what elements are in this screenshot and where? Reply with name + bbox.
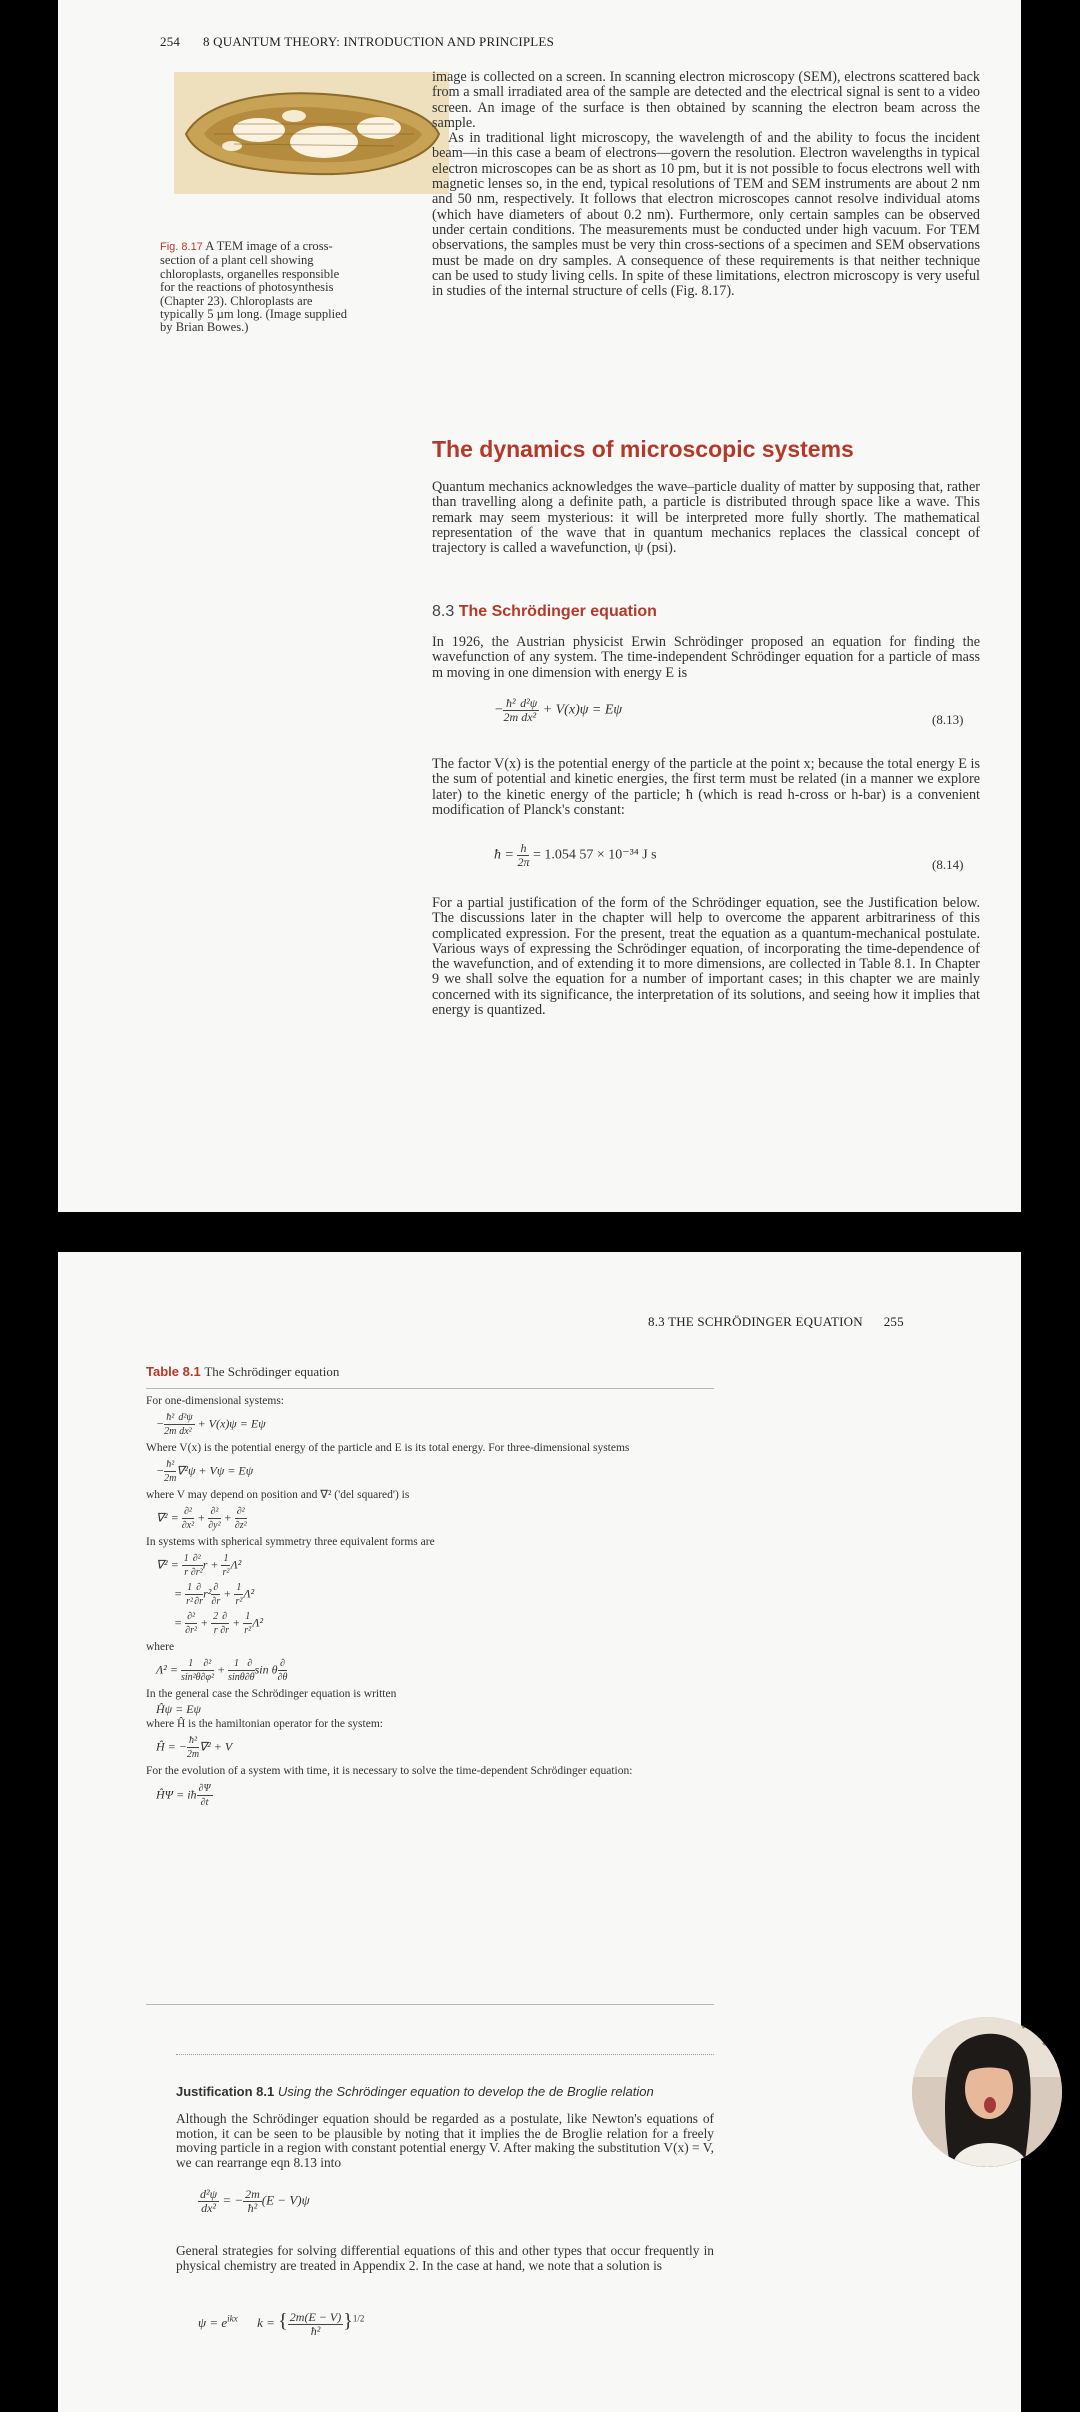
- table-eq-time: ĤΨ = iħ $\frac{\partial\Psi}{\partial t}$: [156, 1783, 211, 1808]
- equation-8-13: − $\frac{\text{ħ²}}{2m}$ $\frac{\text{d²ψ}}{\text{dx²}}$ + V(x)ψ = Eψ: [494, 696, 623, 724]
- subsection-heading: [432, 603, 657, 621]
- justification-body-2: [176, 2244, 714, 2273]
- hbar-value: = 1.054 57 × 10⁻³⁴ J s: [532, 847, 657, 863]
- body-factor: [432, 757, 980, 818]
- paragraph-1926: In 1926, the Austrian physicist Erwin Schrödinger proposed an equation for finding the wavefunction of any system. The time-independent Schrödinger equation for a particle of mass m moving in one dimension with energy E is: [432, 634, 980, 681]
- table-title: [146, 1364, 339, 1380]
- justification-para-1: Although the Schrödinger equation should be regarded as a postulate, like Newton's equations of motion, it can be seen to be plausible by noting that it implies the de Broglie relation for a freely moving particle in a region with constant potential energy V. After making the substitution V(x) = V, we can rearrange eqn 8.13 into: [176, 2111, 714, 2170]
- body-intro: [432, 635, 980, 681]
- table-text-general: In the general case the Schrödinger equation is written: [146, 1688, 397, 1700]
- paragraph-justification: For a partial justification of the form of the Schrödinger equation, see the Justification below. The discussions later in the chapter will help to overcome the apparent arbitrariness of this complicated expression. For the present, treat the equation as a quantum-mechanical postulate. Various ways of expressing the Schrödinger equation, of incorporating the time-dependence of the wavefunction, and of extending it to more dimensions, are collected in Table 8.1. In Chapter 9 we shall solve the equation for a number of important cases; in this chapter we are mainly concerned with its significance, the interpretation of its solutions, and seeing how it implies that energy is quantized.: [432, 895, 980, 1019]
- caption-text: A TEM image of a cross-section of a plant cell showing chloroplasts, organelles responsible for the reactions of photosynthesis (Chapter 23). Chloroplasts are typically 5 µm long. (Image supplied by Brian Bowes.): [160, 239, 348, 335]
- page-number: 255: [883, 1314, 904, 1329]
- schrodinger-table: [146, 1395, 714, 1809]
- table-eq-del: ∇² = $\frac{\text{∂²}}{\text{∂x²}}$ + $\frac{\text{∂²}}{\text{∂y²}}$ + $\frac{\text{∂²}}{\text{∂z²}}$: [156, 1506, 247, 1531]
- table-eq-sph-2: = $\frac{1}{\text{r²}}$ $\frac{\partial}{\partial r}$ r² $\frac{\partial}{\partial r}$ + $\frac{1}{\text{r²}}$ Λ²: [174, 1582, 255, 1607]
- table-bottom-rule: [146, 2004, 714, 2005]
- webcam-avatar[interactable]: [912, 2017, 1062, 2167]
- section-number: 8.3: [432, 603, 455, 620]
- equation-8-14: ħ = $\frac{h}{2\pi}$ = 1.054 57 × 10⁻³⁴ J s: [494, 841, 657, 869]
- heading-dynamics: The dynamics of microscopic systems: [432, 436, 854, 462]
- running-header: 8 QUANTUM THEORY: INTRODUCTION AND PRINCIPLES: [203, 34, 555, 49]
- table-text-hamiltonian: where Ĥ is the hamiltonian operator for the system:: [146, 1718, 383, 1730]
- table-text-del: where V may depend on position and ∇² ('del squared') is: [146, 1489, 410, 1501]
- justification-para-2: General strategies for solving differential equations of this and other types that occur frequently in physical chemistry are treated in Appendix 2. In the case at hand, we note that a solution is: [176, 2243, 714, 2273]
- running-header: 8.3 THE SCHRÖDINGER EQUATION: [648, 1314, 863, 1329]
- justification-eq-2: $\psi = e^{ikx}$ k = { $\frac{2m(E - V)}{\text{ħ²}}$ }$^{1/2}$: [198, 2309, 365, 2338]
- body-bottom: [432, 896, 980, 1018]
- page-number: 254: [160, 34, 181, 49]
- body-mid: [432, 480, 980, 556]
- table-eq-sph-3: = $\frac{\text{∂²}}{\text{∂r²}}$ + $\frac{2}{r}$ $\frac{\partial}{\partial r}$ + $\frac{1}{\text{r²}}$ Λ²: [174, 1611, 264, 1636]
- chloroplast-figure: [174, 72, 449, 194]
- table-eq-h: Ĥψ = Eψ: [156, 1702, 201, 1716]
- table-eq-sph-1: ∇² = $\frac{1}{r}$ $\frac{\text{∂²}}{\text{∂r²}}$ r + $\frac{1}{\text{r²}}$ Λ²: [156, 1553, 242, 1578]
- justification-body: [176, 2112, 714, 2170]
- chloroplast-image: [174, 72, 449, 194]
- body-top: [432, 70, 980, 299]
- justification-title: Using the Schrödinger equation to develop the de Broglie relation: [277, 2084, 654, 2099]
- equation-number: (8.14): [932, 857, 964, 872]
- table-text-spherical: In systems with spherical symmetry three equivalent forms are: [146, 1536, 435, 1548]
- paragraph-resolution: As in traditional light microscopy, the wavelength of and the ability to focus the incident beam—in this case a beam of electrons—govern the resolution. Electron wavelengths in typical electron microscopes can be as short as 10 pm, but it is not possible to focus electrons well with magnetic lenses so, in the end, typical resolutions of TEM and SEM instruments are about 2 nm and 50 nm, respectively. It follows that electron microscopes cannot resolve individual atoms (which have diameters of about 0.2 nm). Furthermore, only certain samples can be observed under certain conditions. The measurements must be conducted under high vacuum. For TEM observations, the samples must be very thin cross-sections of a specimen and SEM observations must be made on dry samples. A consequence of these requirements is that neither technique can be used to study living cells. In spite of these limitations, electron microscopy is very useful in studies of the internal structure of cells (Fig. 8.17).: [432, 130, 980, 300]
- table-top-rule: [146, 1388, 714, 1389]
- table-eq-3d: − $\frac{\text{ħ²}}{2m}$ ∇²ψ + Vψ = Eψ: [156, 1459, 254, 1484]
- table-text-1d: For one-dimensional systems:: [146, 1395, 284, 1407]
- table-text-3d: Where V(x) is the potential energy of the particle and E is its total energy. For three-dimensional systems: [146, 1442, 630, 1454]
- figure-caption: [160, 240, 350, 335]
- paragraph-wavefunction: Quantum mechanics acknowledges the wave–particle duality of matter by supposing that, rather than travelling along a definite path, a particle is distributed through space like a wave. This remark may seem mysterious: it will be interpreted more fully shortly. The mathematical representation of the wave that in quantum mechanics replaces the classical concept of trajectory is called a wavefunction, ψ (psi).: [432, 479, 980, 557]
- justification-eq-1: $\frac{\text{d²ψ}}{\text{dx²}}$ = − $\frac{2m}{\text{ħ²}}$ (E − V)ψ: [200, 2187, 310, 2215]
- justification-label: Justification 8.1: [176, 2084, 275, 2099]
- table-eq-1d: − $\frac{\text{ħ²}}{2m}$ $\frac{\text{d²ψ}}{\text{dx²}}$ + V(x)ψ = Eψ: [156, 1412, 266, 1437]
- paragraph-potential: The factor V(x) is the potential energy of the particle at the point x; because the total energy E is the sum of potential and kinetic energies, the first term must be related (in a manner we explore later) to the kinetic energy of the particle; ħ (which is read h-cross or h-bar) is a convenient modification of Planck's constant:: [432, 756, 980, 818]
- page-254: [58, 0, 1021, 1212]
- table-caption: The Schrödinger equation: [204, 1364, 340, 1379]
- page-255: [58, 1252, 1021, 2412]
- paragraph-sem: image is collected on a screen. In scanning electron microscopy (SEM), electrons scattered back from a small irradiated area of the sample are detected and the electrical signal is sent to a video screen. An image of the surface is then obtained by scanning the electron beam across the sample.: [432, 69, 980, 131]
- table-text-where: where: [146, 1641, 175, 1653]
- table-eq-legendrian: Λ² = $\frac{1}{\text{sin²θ}}$ $\frac{\text{∂²}}{\text{∂φ²}}$ + $\frac{1}{\sin\theta}$ $\frac{\partial}{\partial\theta}$ sin θ $\frac{\partial}{\partial\theta}$: [156, 1658, 288, 1683]
- table-label: Table 8.1: [146, 1364, 201, 1379]
- section-title: The Schrödinger equation: [458, 603, 657, 620]
- justification-rule: [176, 2054, 714, 2055]
- section-heading: [432, 436, 854, 463]
- table-eq-hamiltonian: Ĥ = − $\frac{\text{ħ²}}{2m}$ ∇² + V: [156, 1735, 233, 1760]
- justification-heading: [176, 2084, 654, 2099]
- equation-number: (8.13): [932, 712, 964, 727]
- table-text-time: For the evolution of a system with time, it is necessary to solve the time-dependent Schrödinger equation:: [146, 1765, 633, 1777]
- caption-label: Fig. 8.17: [160, 241, 203, 253]
- person-icon: [912, 2017, 1062, 2167]
